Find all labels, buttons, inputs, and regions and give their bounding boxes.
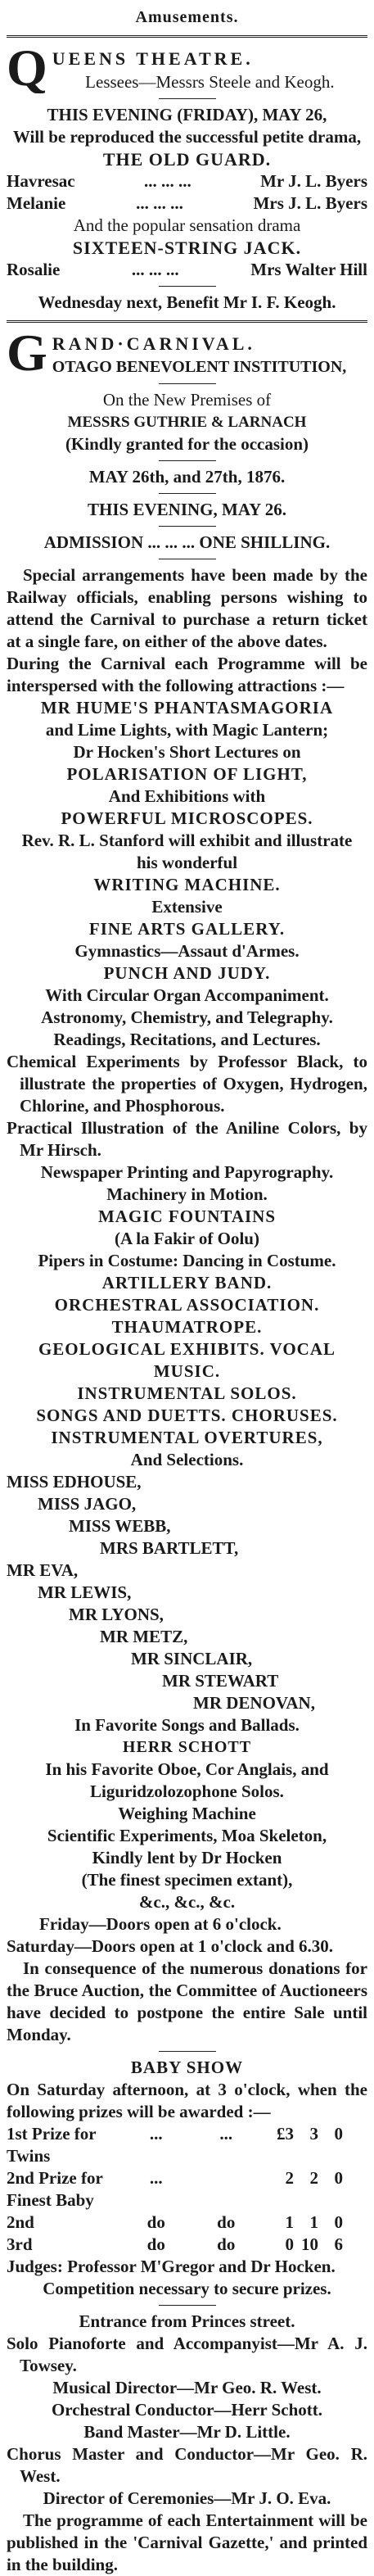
attraction-line: POLARISATION OF LIGHT, <box>66 764 308 784</box>
carnival-consequence: In consequence of the numerous donations for the Bruce Auction, the Committee of Auctioneers have decided to postpone the entire Sale until Monday. <box>7 1958 367 2044</box>
carnival-saturday: Saturday—Doors open at 1 o'clock and 6.30. <box>7 1936 334 1956</box>
attraction-line: Extensive <box>151 897 223 917</box>
carnival-special: Special arrangements have been made by the Railway officials, enabling persons wishing to attend the Carnival to purchase a return ticket at a single fare, on either of the above dates. <box>7 565 367 651</box>
carnival-babytext: On Saturday afternoon, at 3 o'clock, when the following prizes will be awarded :— <box>7 2080 367 2121</box>
prize-pounds: 1 <box>285 2212 294 2232</box>
attraction-line: ORCHESTRAL ASSOCIATION. <box>54 1295 320 1315</box>
queens-evening: THIS EVENING (FRIDAY), MAY 26, <box>47 105 327 124</box>
attraction-line: Machinery in Motion. <box>106 1184 268 1204</box>
carnival-kindly: (Kindly granted for the occasion) <box>65 434 309 454</box>
queens-play2: SIXTEEN-STRING JACK. <box>72 238 302 258</box>
prize-col-b <box>192 2167 262 2212</box>
prize-pounds: £3 <box>277 2124 294 2144</box>
prize-row <box>7 2212 367 2234</box>
cast-list <box>7 259 367 281</box>
prize-col-a: do <box>146 2212 165 2232</box>
extra-line: (The finest specimen extant), <box>81 1870 293 1890</box>
attraction-line: And Exhibitions with <box>108 786 266 806</box>
attractions-list <box>7 697 367 1051</box>
attraction-line: MUSIC. <box>153 1361 221 1381</box>
prize-col-a: ... <box>149 2168 163 2188</box>
carnival-owners: MESSRS GUTHRIE & LARNACH <box>67 414 307 431</box>
attraction-line: Pipers in Costume: Dancing in Costume. <box>38 1251 336 1270</box>
performer-name: MISS JAGO, <box>38 1494 137 1514</box>
queens-repro: Will be reproduced the successful petite drama, <box>12 127 362 147</box>
attraction-line: SONGS AND DUETTS. CHORUSES. <box>36 1406 338 1425</box>
carnival-dates: MAY 26th, and 27th, 1876. <box>88 467 286 487</box>
divider <box>159 526 216 527</box>
performer-name: MR LEWIS, <box>38 1582 132 1602</box>
performer-name: MR METZ, <box>100 1627 188 1646</box>
carnival-competition: Competition necessary to secure prizes. <box>43 2279 331 2298</box>
carnival-entrance: Entrance from Princes street. <box>79 2311 295 2331</box>
prize-pounds: 0 <box>285 2234 294 2254</box>
prize-shillings: 3 <box>309 2124 318 2144</box>
prize-label: 1st Prize for Twins <box>7 2124 97 2166</box>
carnival-institution: OTAGO BENEVOLENT INSTITUTION, <box>52 358 347 376</box>
carnival-admission: ADMISSION ... ... ... ONE SHILLING. <box>43 532 331 552</box>
prize-pence: 0 <box>334 2212 343 2232</box>
divider <box>159 2051 216 2052</box>
performer-name: MR EVA, <box>7 1560 79 1580</box>
carnival-title: RAND·CARNIVAL. <box>52 333 255 354</box>
prize-shillings: 1 <box>309 2212 318 2232</box>
performer-name: MR SINCLAIR, <box>131 1649 253 1668</box>
attraction-line: With Circular Organ Accompaniment. <box>45 985 329 1005</box>
extra-line: Weighing Machine <box>118 1804 256 1823</box>
attraction-line: MR HUME'S PHANTASMAGORIA <box>40 698 334 718</box>
attraction-line: WRITING MACHINE. <box>93 875 281 894</box>
divider <box>159 493 216 494</box>
prize-col-a: do <box>146 2234 165 2254</box>
cast-role: Rosalie <box>7 260 61 279</box>
attraction-line: and Lime Lights, with Magic Lantern; <box>45 720 329 740</box>
newspaper-column <box>7 7 367 2574</box>
carnival-orchestral: Orchestral Conductor—Herr Schott. <box>51 2400 323 2420</box>
carnival-band: Band Master—Mr D. Little. <box>83 2422 291 2442</box>
prize-pounds: 2 <box>285 2168 294 2188</box>
performer-name: MISS EDHOUSE, <box>7 1472 142 1492</box>
prize-col-a: ... <box>149 2124 163 2144</box>
queens-benefit: Wednesday next, Benefit Mr I. F. Keogh. <box>38 292 336 312</box>
prize-shillings: 10 <box>301 2234 318 2254</box>
attraction-line: PUNCH AND JUDY. <box>103 963 271 983</box>
attraction-line: FINE ARTS GALLERY. <box>88 919 286 939</box>
attraction-line: GEOLOGICAL EXHIBITS. VOCAL <box>38 1339 336 1359</box>
carnival-title-block <box>7 329 367 378</box>
divider <box>159 98 216 99</box>
prize-col-b: do <box>217 2212 236 2232</box>
attraction-line: Newspaper Printing and Papyrography. <box>40 1162 334 1182</box>
queens-title-block <box>7 44 367 93</box>
extra-line: Scientific Experiments, Moa Skeleton, <box>47 1826 327 1845</box>
carnival-baby: BABY SHOW <box>130 2058 244 2077</box>
cast-row <box>7 170 367 192</box>
attraction-line: (A la Fakir of Oolu) <box>115 1229 259 1248</box>
prize-row <box>7 2167 367 2212</box>
attraction-line: Readings, Recitations, and Lectures. <box>53 1030 321 1049</box>
attraction-line: THAUMATROPE. <box>111 1317 263 1337</box>
cast-actor: Mrs Walter Hill <box>250 260 367 279</box>
performer-name: MR STEWART <box>162 1671 279 1691</box>
attraction-line: ARTILLERY BAND. <box>101 1273 273 1293</box>
prize-label: 3rd <box>7 2234 33 2254</box>
divider <box>159 383 216 384</box>
divider <box>159 2305 216 2306</box>
prize-pence: 0 <box>334 2168 343 2188</box>
prize-pence: 0 <box>334 2124 343 2144</box>
prize-label: 2nd Prize for Finest Baby <box>7 2168 103 2210</box>
performer-name: MRS BARTLETT, <box>100 1538 239 1558</box>
prize-label: 2nd <box>7 2212 34 2232</box>
performers-list <box>7 1471 367 1714</box>
divider <box>159 286 216 287</box>
cast-role: Melanie <box>7 193 66 213</box>
attraction-line: INSTRUMENTAL OVERTURES, <box>51 1428 323 1447</box>
divider <box>7 320 367 323</box>
carnival-favorite: In Favorite Songs and Ballads. <box>74 1715 300 1735</box>
prize-shillings: 2 <box>309 2168 318 2188</box>
cast-dots: ... ... ... <box>144 171 192 191</box>
performer-name: MISS WEBB, <box>69 1516 171 1536</box>
carnival-friday: Friday—Doors open at 6 o'clock. <box>39 1914 282 1934</box>
carnival-during: During the Carnival each Programme will be interspersed with the following attractions :— <box>7 654 367 695</box>
carnival-ceremonies: Director of Ceremonies—Mr J. O. Eva. <box>43 2488 331 2508</box>
divider <box>159 460 216 461</box>
attraction-line: INSTRUMENTAL SOLOS. <box>77 1383 297 1403</box>
prize-col-b: do <box>217 2234 236 2254</box>
prize-table <box>7 2123 367 2256</box>
attraction-line: Gymnastics—Assaut d'Armes. <box>74 941 300 961</box>
queens-lessees: Lessees—Messrs Steele and Keogh. <box>85 72 335 92</box>
prize-col-b: ... <box>219 2124 233 2144</box>
cast-actor: Mrs J. L. Byers <box>253 193 367 213</box>
carnival-judges: Judges: Professor M'Gregor and Dr Hocken. <box>7 2257 336 2276</box>
cast-dots: ... ... ... <box>136 193 183 213</box>
performer-name: MR DENOVAN, <box>193 1693 315 1713</box>
cast-actor: Mr J. L. Byers <box>260 171 367 191</box>
grand-carnival-advert <box>7 329 367 2576</box>
prize-row <box>7 2234 367 2256</box>
carnival-practical: Practical Illustration of the Aniline Colors, by Mr Hirsch. <box>7 1118 367 1160</box>
attraction-line: Rev. R. L. Stanford will exhibit and illustrate <box>21 831 353 850</box>
queens-theatre-advert <box>7 44 367 314</box>
cast-row <box>7 259 367 281</box>
attractions-list <box>7 1161 367 1471</box>
carnival-solo: Solo Pianoforte and Accompanyist—Mr A. J. Towsey. <box>7 2334 367 2375</box>
extra-line: &c., &c., &c. <box>138 1892 236 1912</box>
divider <box>7 35 367 38</box>
drop-cap: G <box>7 329 47 378</box>
carnival-programme: The programme of each Entertainment will be published in the 'Carnival Gazette,' and printed in the building. <box>7 2510 367 2574</box>
carnival-schott: HERR SCHOTT <box>122 1738 252 1756</box>
carnival-premises: On the New Premises of <box>102 390 272 410</box>
drop-cap: Q <box>7 44 47 93</box>
queens-play1: THE OLD GUARD. <box>102 149 272 170</box>
cast-dots: ... ... ... <box>131 260 179 279</box>
extra-line: Kindly lent by Dr Hocken <box>92 1848 282 1867</box>
cast-role: Havresac <box>7 171 75 191</box>
carnival-evening: THIS EVENING, MAY 26. <box>88 500 286 519</box>
attraction-line: And Selections. <box>130 1450 244 1469</box>
attraction-line: Astronomy, Chemistry, and Telegraphy. <box>41 1007 333 1027</box>
carnival-chemical: Chemical Experiments by Professor Black, to illustrate the properties of Oxygen, Hydrogen, Chlorine, and Phosphorous. <box>7 1052 367 1116</box>
prize-pence: 6 <box>334 2234 343 2254</box>
performer-name: MR LYONS, <box>69 1605 164 1624</box>
cast-list <box>7 170 367 215</box>
attraction-line: POWERFUL MICROSCOPES. <box>61 808 313 828</box>
attraction-line: his wonderful <box>136 853 238 872</box>
carnival-oboe: In his Favorite Oboe, Cor Anglais, and Liguridzolozophone Solos. <box>45 1759 329 1801</box>
prize-row <box>7 2123 367 2167</box>
carnival-chorus: Chorus Master and Conductor—Mr Geo. R. West. <box>7 2444 367 2486</box>
section-heading: Amusements. <box>135 8 239 26</box>
queens-title: UEENS THEATRE. <box>52 48 254 69</box>
extras-list <box>7 1803 367 1913</box>
attraction-line: Dr Hocken's Short Lectures on <box>73 742 301 762</box>
carnival-musical: Musical Director—Mr Geo. R. West. <box>52 2378 322 2397</box>
attraction-line: MAGIC FOUNTAINS <box>97 1207 277 1226</box>
cast-row <box>7 192 367 215</box>
queens-popular: And the popular sensation drama <box>73 215 301 235</box>
